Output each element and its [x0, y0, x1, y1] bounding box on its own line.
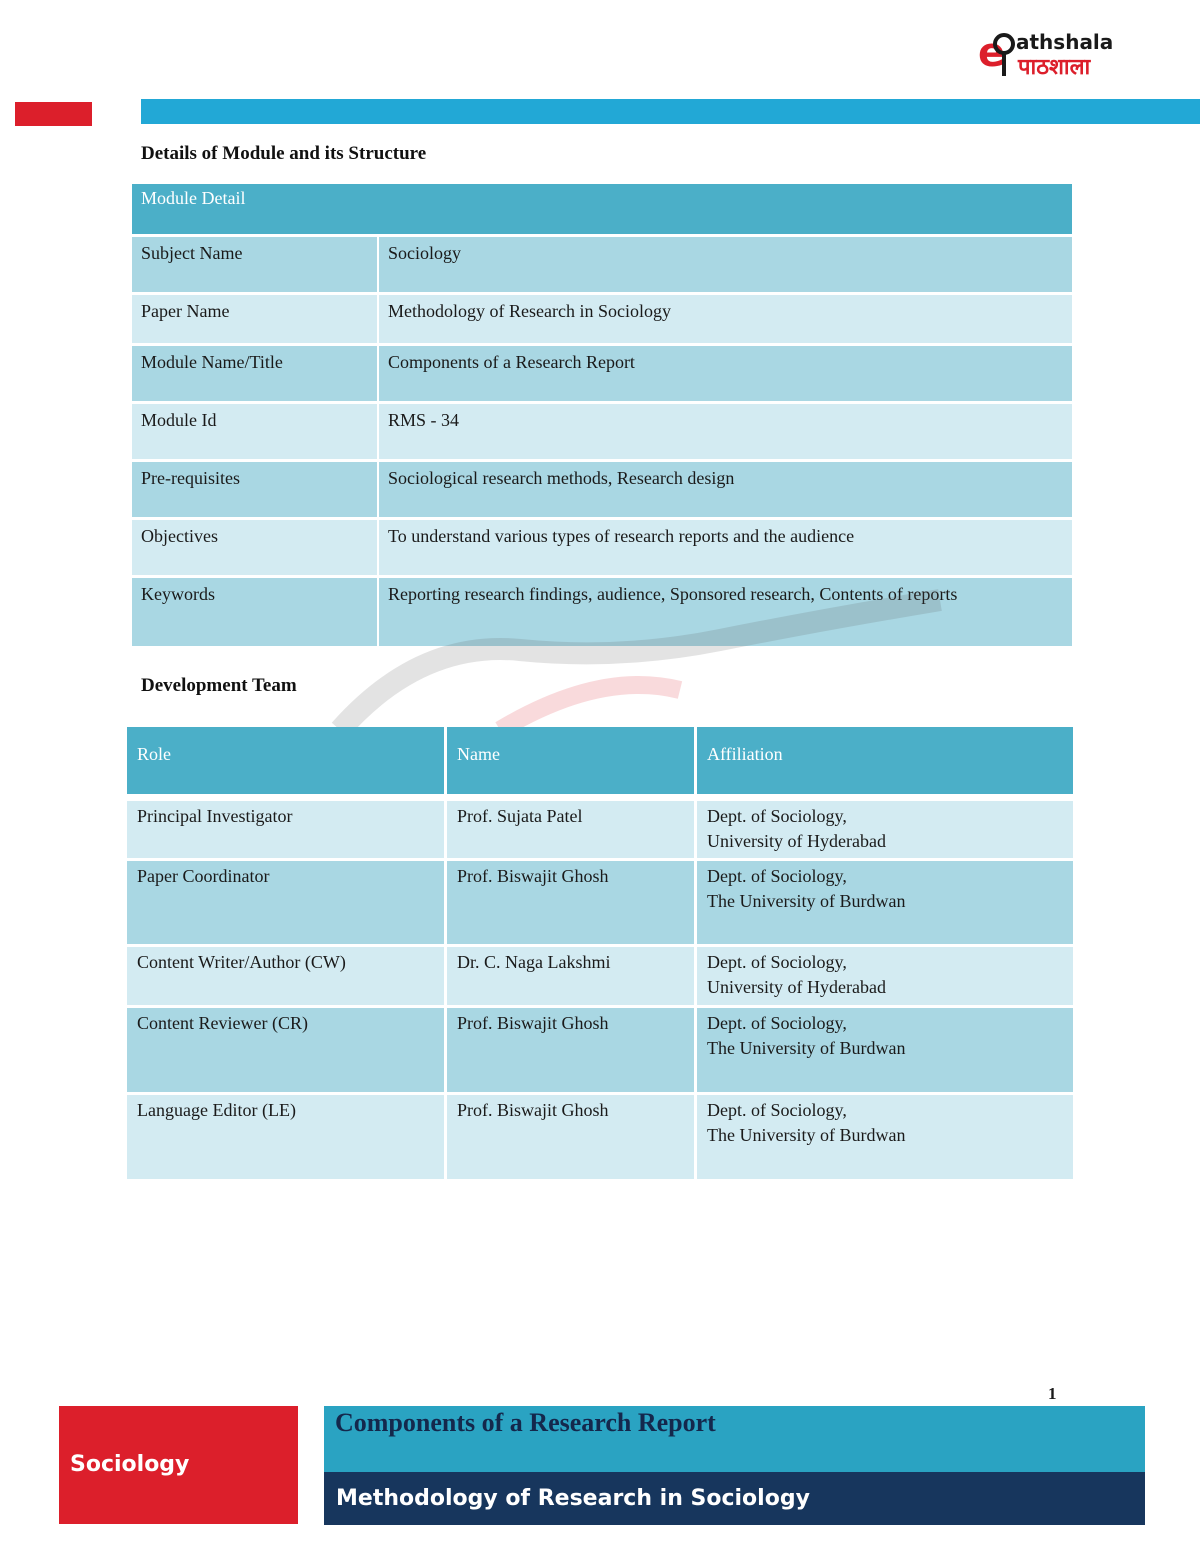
- team-affiliation: [697, 801, 1073, 858]
- team-name: Dr. C. Naga Lakshmi: [447, 947, 694, 1005]
- team-role: Content Writer/Author (CW): [127, 947, 444, 1005]
- team-affiliation: [697, 861, 1073, 944]
- epathshala-logo: [978, 26, 1156, 84]
- module-row-keywords: [132, 578, 1072, 646]
- team-row: [127, 801, 1073, 858]
- development-team-table: [127, 727, 1073, 1182]
- team-name: Prof. Biswajit Ghosh: [447, 1008, 694, 1092]
- footer-module-title: Components of a Research Report: [335, 1408, 716, 1437]
- module-key: Paper Name: [132, 295, 377, 343]
- header-red-tab: [15, 102, 92, 126]
- footer-subject: Sociology: [70, 1452, 190, 1477]
- module-key: Pre-requisites: [132, 462, 377, 517]
- svg-text:e: e: [978, 30, 1006, 76]
- module-row-title: [132, 346, 1072, 401]
- affiliation-university: University of Hyderabad: [707, 977, 886, 997]
- team-affiliation: [697, 947, 1073, 1005]
- team-role: Language Editor (LE): [127, 1095, 444, 1179]
- module-key: Objectives: [132, 520, 377, 575]
- logo-text-en: athshala: [1016, 30, 1114, 54]
- affiliation-dept: Dept. of Sociology,: [707, 1013, 847, 1033]
- footer-paper-name: Methodology of Research in Sociology: [336, 1486, 810, 1511]
- module-row-id: [132, 404, 1072, 459]
- header-role: Role: [127, 727, 444, 794]
- module-value: Sociology: [379, 237, 1072, 292]
- header-affiliation: Affiliation: [697, 727, 1073, 794]
- team-header-row: [127, 727, 1073, 794]
- team-affiliation: [697, 1008, 1073, 1092]
- team-row: [127, 1095, 1073, 1179]
- module-detail-table: [132, 184, 1072, 646]
- module-row-paper: [132, 295, 1072, 343]
- team-name: Prof. Biswajit Ghosh: [447, 1095, 694, 1179]
- affiliation-dept: Dept. of Sociology,: [707, 866, 847, 886]
- header-name: Name: [447, 727, 694, 794]
- affiliation-university: The University of Burdwan: [707, 1125, 906, 1145]
- module-value: RMS - 34: [379, 404, 1072, 459]
- module-structure-heading: Details of Module and its Structure: [141, 143, 427, 164]
- module-key: Module Id: [132, 404, 377, 459]
- module-key: Module Name/Title: [132, 346, 377, 401]
- affiliation-university: The University of Burdwan: [707, 891, 906, 911]
- header-blue-rule: [141, 99, 1200, 124]
- module-row-subject: [132, 237, 1072, 292]
- module-row-prerequisites: [132, 462, 1072, 517]
- module-value: To understand various types of research reports and the audience: [379, 520, 1072, 575]
- team-affiliation: [697, 1095, 1073, 1179]
- development-team-heading: Development Team: [141, 675, 297, 696]
- logo-text-hi: पाठशाला: [1018, 55, 1091, 80]
- team-role: Content Reviewer (CR): [127, 1008, 444, 1092]
- affiliation-university: The University of Burdwan: [707, 1038, 906, 1058]
- affiliation-dept: Dept. of Sociology,: [707, 952, 847, 972]
- team-row: [127, 947, 1073, 1005]
- module-detail-header: Module Detail: [132, 184, 1072, 234]
- affiliation-university: University of Hyderabad: [707, 831, 886, 851]
- module-value: Components of a Research Report: [379, 346, 1072, 401]
- team-role: Paper Coordinator: [127, 861, 444, 944]
- affiliation-dept: Dept. of Sociology,: [707, 806, 847, 826]
- module-value: Methodology of Research in Sociology: [379, 295, 1072, 343]
- module-row-objectives: [132, 520, 1072, 575]
- page-number: 1: [1048, 1384, 1057, 1403]
- team-name: Prof. Biswajit Ghosh: [447, 861, 694, 944]
- team-row: [127, 861, 1073, 944]
- module-key: Subject Name: [132, 237, 377, 292]
- team-name: Prof. Sujata Patel: [447, 801, 694, 858]
- affiliation-dept: Dept. of Sociology,: [707, 1100, 847, 1120]
- team-role: Principal Investigator: [127, 801, 444, 858]
- module-value: Reporting research findings, audience, Sponsored research, Contents of reports: [379, 578, 1072, 646]
- module-value: Sociological research methods, Research design: [379, 462, 1072, 517]
- team-row: [127, 1008, 1073, 1092]
- module-key: Keywords: [132, 578, 377, 646]
